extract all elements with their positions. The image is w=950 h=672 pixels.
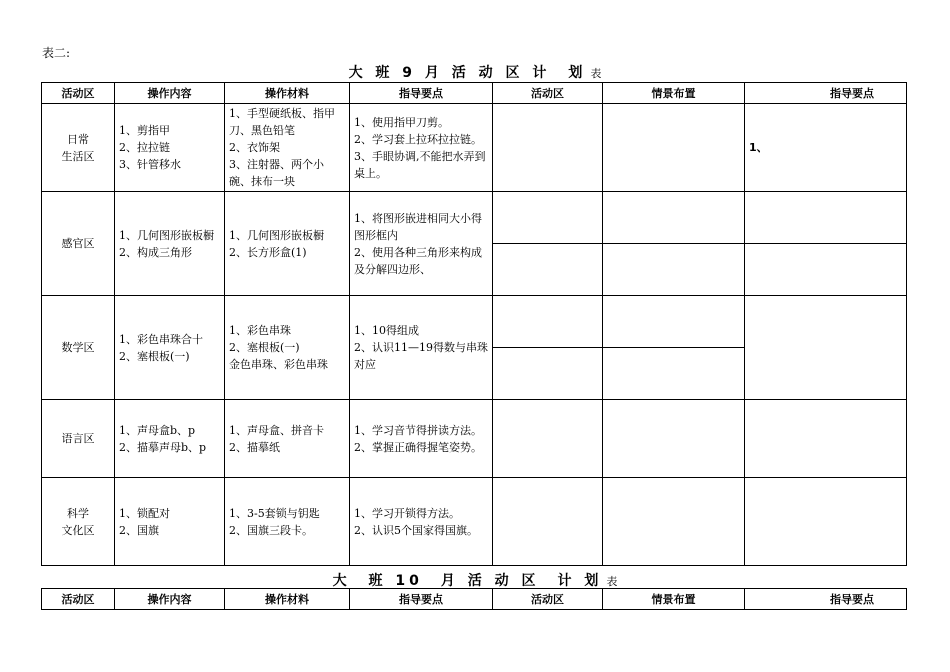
- header-area-2: 活动区: [493, 83, 603, 104]
- table-header-row: [42, 83, 907, 104]
- header-content: 操作内容: [115, 83, 225, 104]
- table-row: [42, 192, 907, 244]
- header-guidance: 指导要点: [350, 83, 493, 104]
- header-guidance: 指导要点: [350, 589, 493, 610]
- header-materials: 操作材料: [225, 589, 350, 610]
- header-area-2: 活动区: [493, 589, 603, 610]
- table-row: [42, 296, 907, 348]
- row-area: 语言区: [42, 400, 115, 478]
- right-guidance-cell: 1、: [745, 104, 907, 192]
- row-guidance: 1、将图形嵌进相同大小得图形框内 2、使用各种三角形来构成及分解四边形、: [350, 192, 493, 296]
- empty-cell: [603, 244, 745, 296]
- empty-cell: [745, 400, 907, 478]
- empty-cell: [603, 192, 745, 244]
- row-content: 1、剪指甲 2、拉拉链 3、针管移水: [115, 104, 225, 192]
- september-plan-title-suffix: 表: [590, 67, 602, 80]
- row-area: 感官区: [42, 192, 115, 296]
- empty-cell: [745, 244, 907, 296]
- october-plan-table: [41, 588, 907, 610]
- row-content: 1、彩色串珠合十 2、塞根板(一): [115, 296, 225, 400]
- empty-cell: [603, 296, 745, 348]
- row-guidance: 1、学习开锁得方法。 2、认识5个国家得国旗。: [350, 478, 493, 566]
- september-plan-title: [0, 62, 950, 82]
- table-header-row: [42, 589, 907, 610]
- september-plan-table: [41, 82, 907, 566]
- empty-cell: [603, 104, 745, 192]
- empty-cell: [493, 192, 603, 244]
- header-guidance-2: 指导要点: [745, 83, 907, 104]
- empty-cell: [493, 296, 603, 348]
- empty-cell: [493, 104, 603, 192]
- row-content: 1、几何图形嵌板橱 2、构成三角形: [115, 192, 225, 296]
- row-materials: 1、3-5套锁与钥匙 2、国旗三段卡。: [225, 478, 350, 566]
- header-scene: 情景布置: [603, 589, 745, 610]
- row-guidance: 1、10得组成 2、认识11—19得数与串珠对应: [350, 296, 493, 400]
- table-row: [42, 478, 907, 566]
- table-row: [42, 400, 907, 478]
- header-area: 活动区: [42, 83, 115, 104]
- empty-cell: [745, 296, 907, 400]
- row-materials: 1、几何图形嵌板橱 2、长方形盒(1): [225, 192, 350, 296]
- row-guidance: 1、学习音节得拼读方法。 2、掌握正确得握笔姿势。: [350, 400, 493, 478]
- empty-cell: [603, 478, 745, 566]
- row-content: 1、声母盒b、p 2、描摹声母b、p: [115, 400, 225, 478]
- table-row: [42, 104, 907, 192]
- header-materials: 操作材料: [225, 83, 350, 104]
- empty-cell: [493, 244, 603, 296]
- header-guidance-2: 指导要点: [745, 589, 907, 610]
- row-materials: 1、彩色串珠 2、塞根板(一) 金色串珠、彩色串珠: [225, 296, 350, 400]
- table-label: 表二:: [42, 46, 71, 60]
- empty-cell: [493, 478, 603, 566]
- row-materials: 1、声母盒、拼音卡 2、描摹纸: [225, 400, 350, 478]
- empty-cell: [745, 192, 907, 244]
- empty-cell: [603, 400, 745, 478]
- october-plan-title-suffix: 表: [606, 575, 618, 588]
- september-plan-title-text: 大 班 9 月 活 动 区 计 划: [348, 65, 587, 81]
- row-area: 日常 生活区: [42, 104, 115, 192]
- row-content: 1、锁配对 2、国旗: [115, 478, 225, 566]
- october-plan-title-text: 大 班 10 月 活 动 区 计 划: [332, 573, 603, 589]
- header-scene: 情景布置: [603, 83, 745, 104]
- october-plan-title: [0, 570, 950, 590]
- row-area: 科学 文化区: [42, 478, 115, 566]
- empty-cell: [493, 348, 603, 400]
- header-area: 活动区: [42, 589, 115, 610]
- row-guidance: 1、使用指甲刀剪。 2、学习套上拉环拉拉链。 3、手眼协调,不能把水弄到桌上。: [350, 104, 493, 192]
- empty-cell: [745, 478, 907, 566]
- empty-cell: [493, 400, 603, 478]
- empty-cell: [603, 348, 745, 400]
- row-area: 数学区: [42, 296, 115, 400]
- row-materials: 1、手型硬纸板、指甲刀、黑色铅笔 2、衣饰架 3、注射器、两个小碗、抹布一块: [225, 104, 350, 192]
- header-content: 操作内容: [115, 589, 225, 610]
